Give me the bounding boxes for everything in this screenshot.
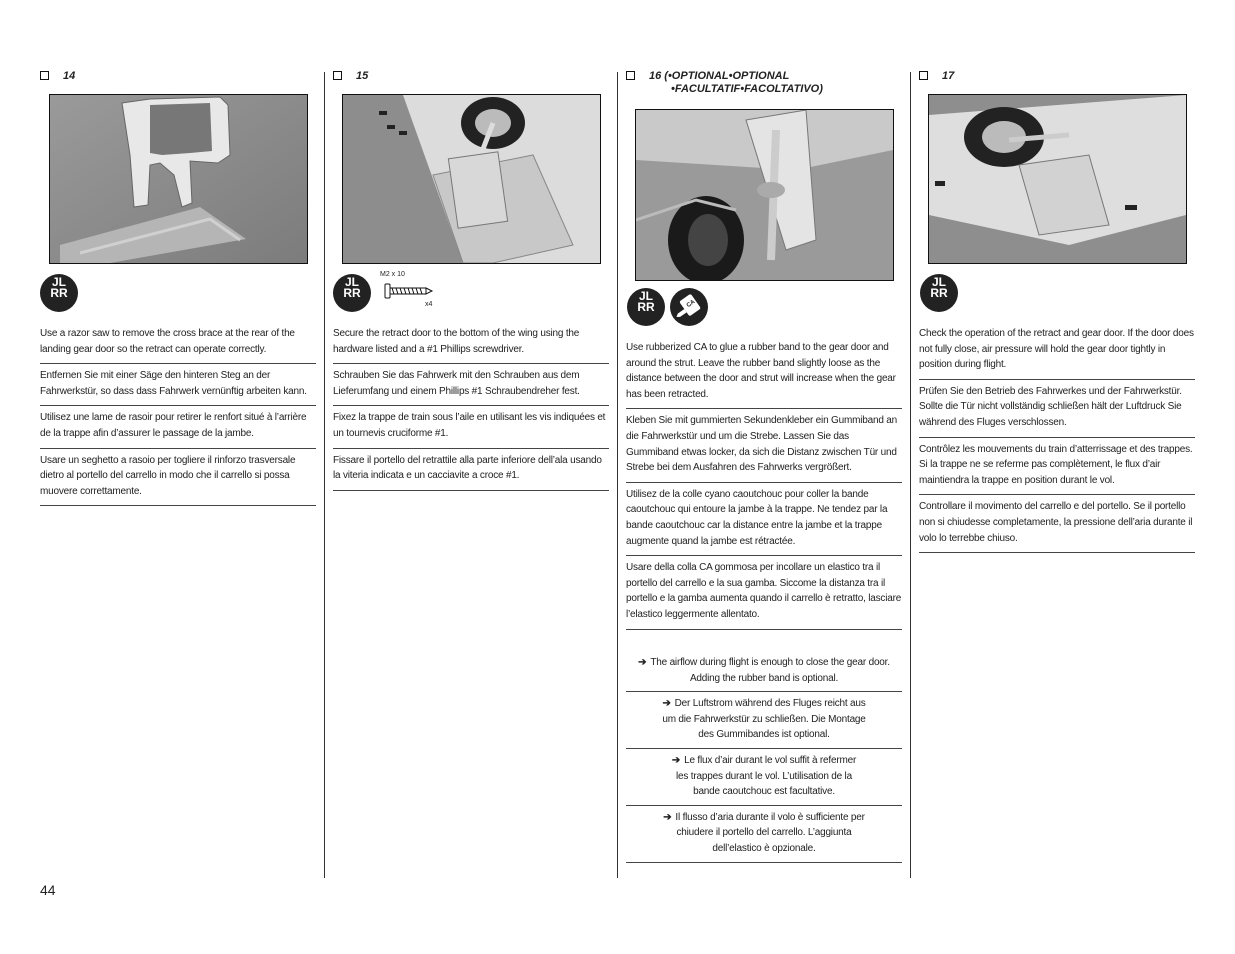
arrow-icon: ➔	[671, 754, 681, 766]
instruction-en: Use rubberized CA to glue a rubber band to the gear door and around the strut. Leave the rubber band slightly loose as the distance between the door and strut will increase when the gear has been retracted.	[626, 336, 902, 409]
checkbox[interactable]	[333, 71, 342, 80]
step-14-column	[40, 70, 318, 88]
step-header	[919, 70, 1197, 88]
step-17-column	[919, 70, 1197, 88]
instruction-fr: Utilisez de la colle cyano caoutchouc pour coller la bande caoutchouc qui entoure la jambe à la trappe. Ne tendez par la bande caoutchouc car la distance entre la jambe et la trappe augmente quand la jambe est rétractée.	[626, 483, 902, 556]
instruction-fr: Contrôlez les mouvements du train d’atterrissage et des trappes. Si la trappe ne se referme pas complètement, le flux d’air maintiendra la trappe en position durant le vol.	[919, 438, 1195, 496]
note-de: ➔ Der Luftstrom während des Fluges reicht aus um die Fahrwerkstür zu schließen. Die Montage des Gummibandes ist optional.	[626, 692, 902, 749]
step-16-notes	[626, 651, 902, 863]
screw-icon	[384, 283, 434, 299]
page-number: 44	[40, 882, 56, 898]
gear-strut-photo	[636, 110, 893, 280]
step-number: 14	[63, 70, 76, 82]
instruction-de: Schrauben Sie das Fahrwerk mit den Schrauben aus dem Lieferumfang und einem Phillips #1 Schraubendreher fest.	[333, 364, 609, 406]
step-number: 15	[356, 70, 369, 82]
gear-door-photo	[50, 95, 307, 263]
arrow-icon: ➔	[663, 811, 672, 823]
instruction-it: Usare un seghetto a rasoio per togliere il rinforzo trasversale dietro al portello del carrello in modo che il carrello si possa muovere correttamente.	[40, 449, 316, 507]
checkbox[interactable]	[626, 71, 635, 80]
column-divider	[324, 72, 325, 878]
step-17-text	[919, 322, 1195, 553]
hardware-size-label: M2 x 10	[380, 271, 405, 278]
arrow-icon: ➔	[662, 698, 671, 710]
checkbox[interactable]	[919, 71, 928, 80]
step-header	[333, 70, 611, 88]
step-number-line2: •FACULTATIF•FACOLTATIVO)	[671, 83, 823, 95]
note-en: ➔ The airflow during flight is enough to close the gear door. Adding the rubber band is optional.	[626, 651, 902, 692]
instruction-fr: Fixez la trappe de train sous l’aile en utilisant les vis indiquées et un tournevis cruciforme #1.	[333, 406, 609, 448]
glue-bottle-icon	[670, 288, 708, 326]
step-16-text	[626, 336, 902, 630]
glue-label: CA	[685, 299, 697, 310]
step-15-text	[333, 322, 609, 491]
instruction-en: Use a razor saw to remove the cross brace at the rear of the landing gear door so the retract can operate correctly.	[40, 322, 316, 364]
step-14-photo	[49, 94, 308, 264]
instruction-en: Check the operation of the retract and gear door. If the door does not fully close, air pressure will hold the gear door tightly in position during flight.	[919, 322, 1195, 380]
screwdriver-icon: JL RR	[920, 274, 958, 312]
instruction-it: Controllare il movimento del carrello e del portello. Se il portello non si chiudesse completamente, la pressione dell’aria durante il volo lo terrebbe chiuso.	[919, 495, 1195, 553]
arrow-icon: ➔	[638, 657, 647, 668]
step-16-column	[626, 70, 906, 96]
instruction-it: Fissare il portello del retrattile alla parte inferiore dell’ala usando la viteria indicata e un cacciavite a croce #1.	[333, 449, 609, 491]
instruction-en: Secure the retract door to the bottom of the wing using the hardware listed and a #1 Phillips screwdriver.	[333, 322, 609, 364]
step-15-photo	[342, 94, 601, 264]
instruction-fr: Utilisez une lame de rasoir pour retirer le renfort situé à l’arrière de la trappe afin d’assurer le passage de la jambe.	[40, 406, 316, 448]
note-fr: ➔ Le flux d’air durant le vol suffit à refermer les trappes durant le vol. L’utilisation de la bande caoutchouc est facultative.	[626, 749, 902, 806]
step-15-column	[333, 70, 611, 88]
step-17-photo	[928, 94, 1187, 264]
instruction-de: Kleben Sie mit gummierten Sekundenkleber ein Gummiband an die Fahrwerkstür und um die Strebe. Lassen Sie das Gummiband etwas locker, da sich die Distanz zwischen Tür und Strebe bei dem Ausfahren des Fahrwerks vergrößert.	[626, 409, 902, 482]
step-number: 17	[942, 70, 955, 82]
step-header	[626, 70, 906, 96]
screwdriver-icon: JL RR	[333, 274, 371, 312]
note-it: ➔ Il flusso d’aria durante il volo è sufficiente per chiudere il portello del carrello. L’aggiunta dell’elastico è opzionale.	[626, 806, 902, 863]
wing-retract-closed-photo	[929, 95, 1186, 263]
instruction-it: Usare della colla CA gommosa per incollare un elastico tra il portello del carrello e la sua gamba. Siccome la distanza tra il portello e la gamba aumenta quando il carrello è retratto, lasciare l’elastico leggermente allentato.	[626, 556, 902, 629]
screwdriver-icon: JL RR	[627, 288, 665, 326]
checkbox[interactable]	[40, 71, 49, 80]
step-header	[40, 70, 318, 88]
column-divider	[617, 72, 618, 878]
screwdriver-icon: JL RR	[40, 274, 78, 312]
instruction-de: Entfernen Sie mit einer Säge den hinteren Steg an der Fahrwerkstür, so dass dass Fahrwerk vernünftig arbeiten kann.	[40, 364, 316, 406]
wing-retract-photo	[343, 95, 600, 263]
column-divider	[910, 72, 911, 878]
instruction-de: Prüfen Sie den Betrieb des Fahrwerkes und der Fahrwerkstür. Sollte die Tür nicht vollständig schließen hält der Luftdruck Sie während des Fluges verschlossen.	[919, 380, 1195, 438]
hardware-qty-label: x4	[425, 301, 433, 308]
step-number: 16 (•OPTIONAL•OPTIONAL	[649, 70, 790, 82]
step-16-photo	[635, 109, 894, 281]
step-14-text	[40, 322, 316, 506]
